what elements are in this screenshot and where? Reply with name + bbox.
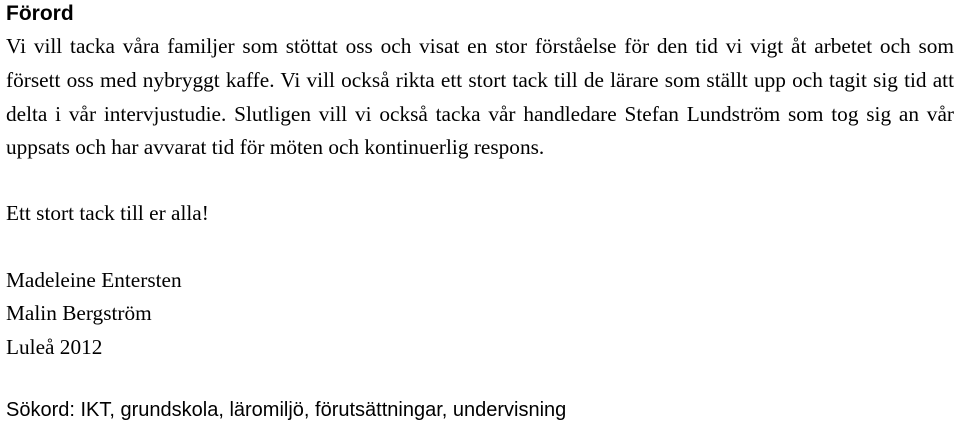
author-name-2: Malin Bergström xyxy=(6,301,152,325)
place-and-year: Luleå 2012 xyxy=(6,335,103,359)
section-heading: Förord xyxy=(6,2,74,25)
author-name-1: Madeleine Entersten xyxy=(6,268,182,292)
acknowledgement-paragraph: Vi vill tacka våra familjer som stöttat oss och visat en stor förståelse för den tid vi vigt åt arbetet och som försett oss med nybryggt kaffe. Vi vill också rikta ett stort tack till de lärare som ställt upp och tagit sig tid att delta i vår intervjustudie. Slutligen vill vi också tacka vår handledare Stefan Lundström som tog sig an vår uppsats och har avvarat tid för möten och kontinuerlig respons. xyxy=(6,34,954,160)
keywords-line: Sökord: IKT, grundskola, läromiljö, förutsättningar, undervisning xyxy=(6,399,567,421)
closing-line: Ett stort tack till er alla! xyxy=(6,201,209,225)
